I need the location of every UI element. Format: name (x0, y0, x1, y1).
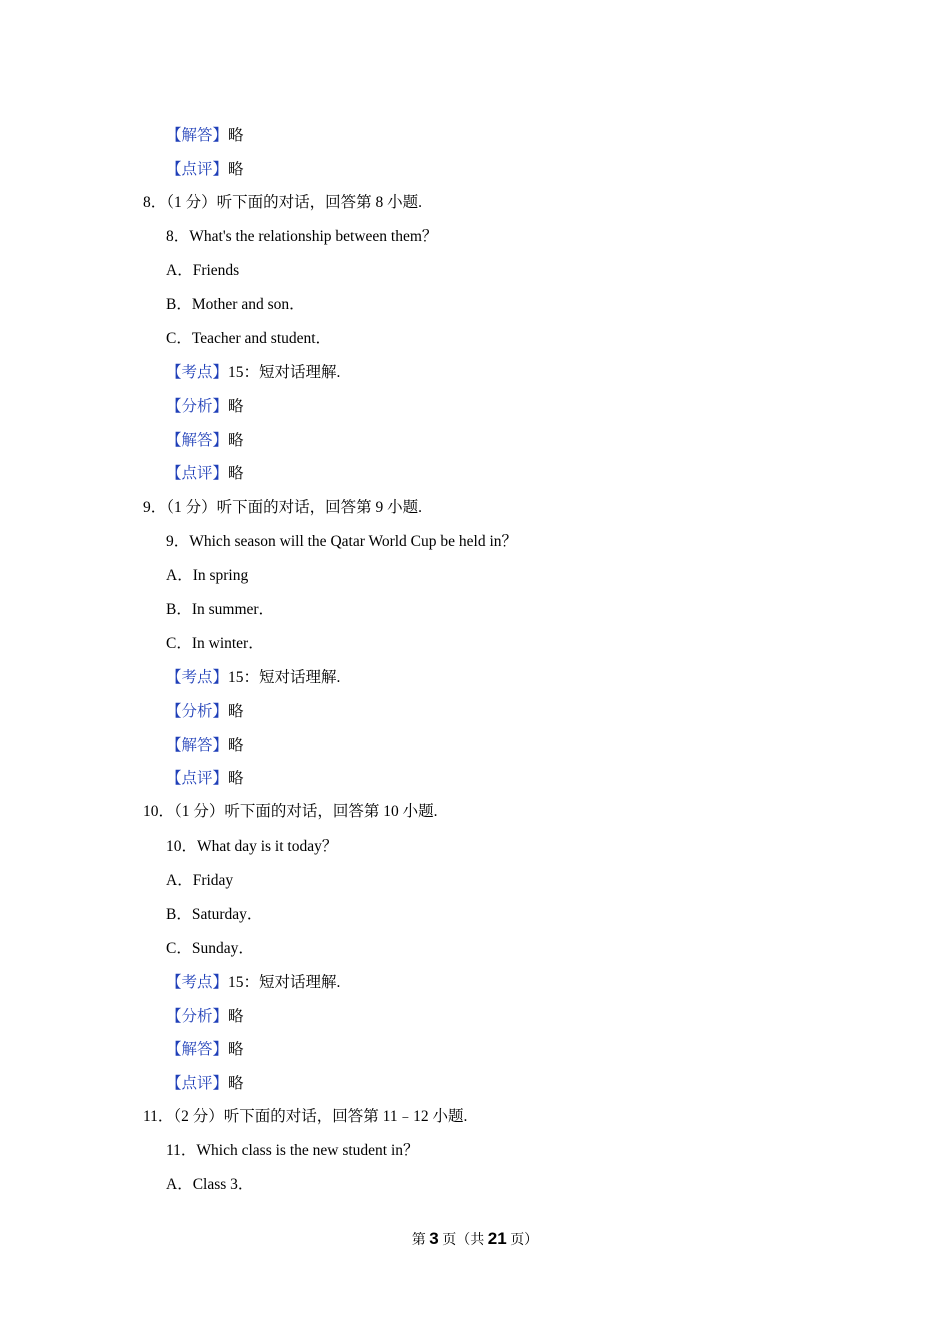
comment-text: 略 (228, 161, 244, 178)
answer-line (166, 736, 244, 756)
comment-text: 略 (228, 1075, 244, 1092)
kaodian-line (166, 363, 340, 383)
dianping-tag: 【点评】 (166, 770, 229, 787)
kaodian-line (166, 668, 340, 688)
comment-line (166, 769, 244, 789)
fenxi-text: 略 (228, 398, 244, 415)
kaodian-tag: 【考点】 (166, 669, 229, 686)
kaodian-text: 15：短对话理解. (228, 974, 341, 991)
dianping-tag: 【点评】 (166, 161, 229, 178)
answer-text: 略 (228, 432, 244, 449)
question-8-option-c: C．Teacher and student． (166, 330, 332, 347)
question-8-option-a: A．Friends (166, 262, 240, 279)
page-footer (0, 1229, 950, 1249)
comment-line (166, 464, 244, 484)
fenxi-tag: 【分析】 (166, 398, 229, 415)
total-pages: 21 (487, 1229, 507, 1248)
question-11-text: 11．Which class is the new student in？ (166, 1142, 419, 1159)
question-9-header: 9．（1 分）听下面的对话，回答第 9 小题. (143, 499, 423, 516)
footer-suffix: 页） (506, 1233, 539, 1248)
jieda-tag: 【解答】 (166, 432, 229, 449)
comment-text: 略 (228, 465, 244, 482)
fenxi-text: 略 (228, 703, 244, 720)
question-9-option-a: A．In spring (166, 567, 249, 584)
question-11-option-a: A．Class 3． (166, 1176, 254, 1193)
question-9-option-c: C．In winter． (166, 635, 264, 652)
question-8-header: 8．（1 分）听下面的对话，回答第 8 小题. (143, 194, 423, 211)
dianping-tag: 【点评】 (166, 1075, 229, 1092)
comment-text: 略 (228, 770, 244, 787)
footer-prefix: 第 (411, 1233, 430, 1248)
answer-text: 略 (228, 1041, 244, 1058)
answer-line (166, 1040, 244, 1060)
fenxi-tag: 【分析】 (166, 1008, 229, 1025)
comment-line (166, 160, 244, 180)
question-9-option-b: B．In summer． (166, 601, 275, 618)
question-10-option-c: C．Sunday． (166, 940, 254, 957)
question-11-header: 11．（2 分）听下面的对话，回答第 11﹣12 小题. (143, 1108, 468, 1125)
answer-line (166, 431, 244, 451)
comment-line (166, 1074, 244, 1094)
question-9-text: 9．Which season will the Qatar World Cup be held in？ (166, 533, 518, 550)
fenxi-text: 略 (228, 1008, 244, 1025)
page-number: 3 (429, 1229, 439, 1248)
kaodian-text: 15：短对话理解. (228, 364, 341, 381)
kaodian-tag: 【考点】 (166, 364, 229, 381)
question-8-text: 8．What's the relationship between them？ (166, 228, 438, 245)
answer-line (166, 126, 244, 146)
fenxi-tag: 【分析】 (166, 703, 229, 720)
fenxi-line (166, 702, 244, 722)
answer-text: 略 (228, 127, 244, 144)
question-10-text: 10．What day is it today？ (166, 838, 338, 855)
jieda-tag: 【解答】 (166, 1041, 229, 1058)
dianping-tag: 【点评】 (166, 465, 229, 482)
footer-middle: 页（共 (438, 1233, 488, 1248)
fenxi-line (166, 1007, 244, 1027)
question-10-option-a: A．Friday (166, 872, 234, 889)
kaodian-text: 15：短对话理解. (228, 669, 341, 686)
question-10-header: 10．（1 分）听下面的对话，回答第 10 小题. (143, 803, 438, 820)
kaodian-line (166, 973, 340, 993)
kaodian-tag: 【考点】 (166, 974, 229, 991)
fenxi-line (166, 397, 244, 417)
question-10-option-b: B．Saturday． (166, 906, 263, 923)
jieda-tag: 【解答】 (166, 737, 229, 754)
question-8-option-b: B．Mother and son． (166, 296, 305, 313)
jieda-tag: 【解答】 (166, 127, 229, 144)
answer-text: 略 (228, 737, 244, 754)
